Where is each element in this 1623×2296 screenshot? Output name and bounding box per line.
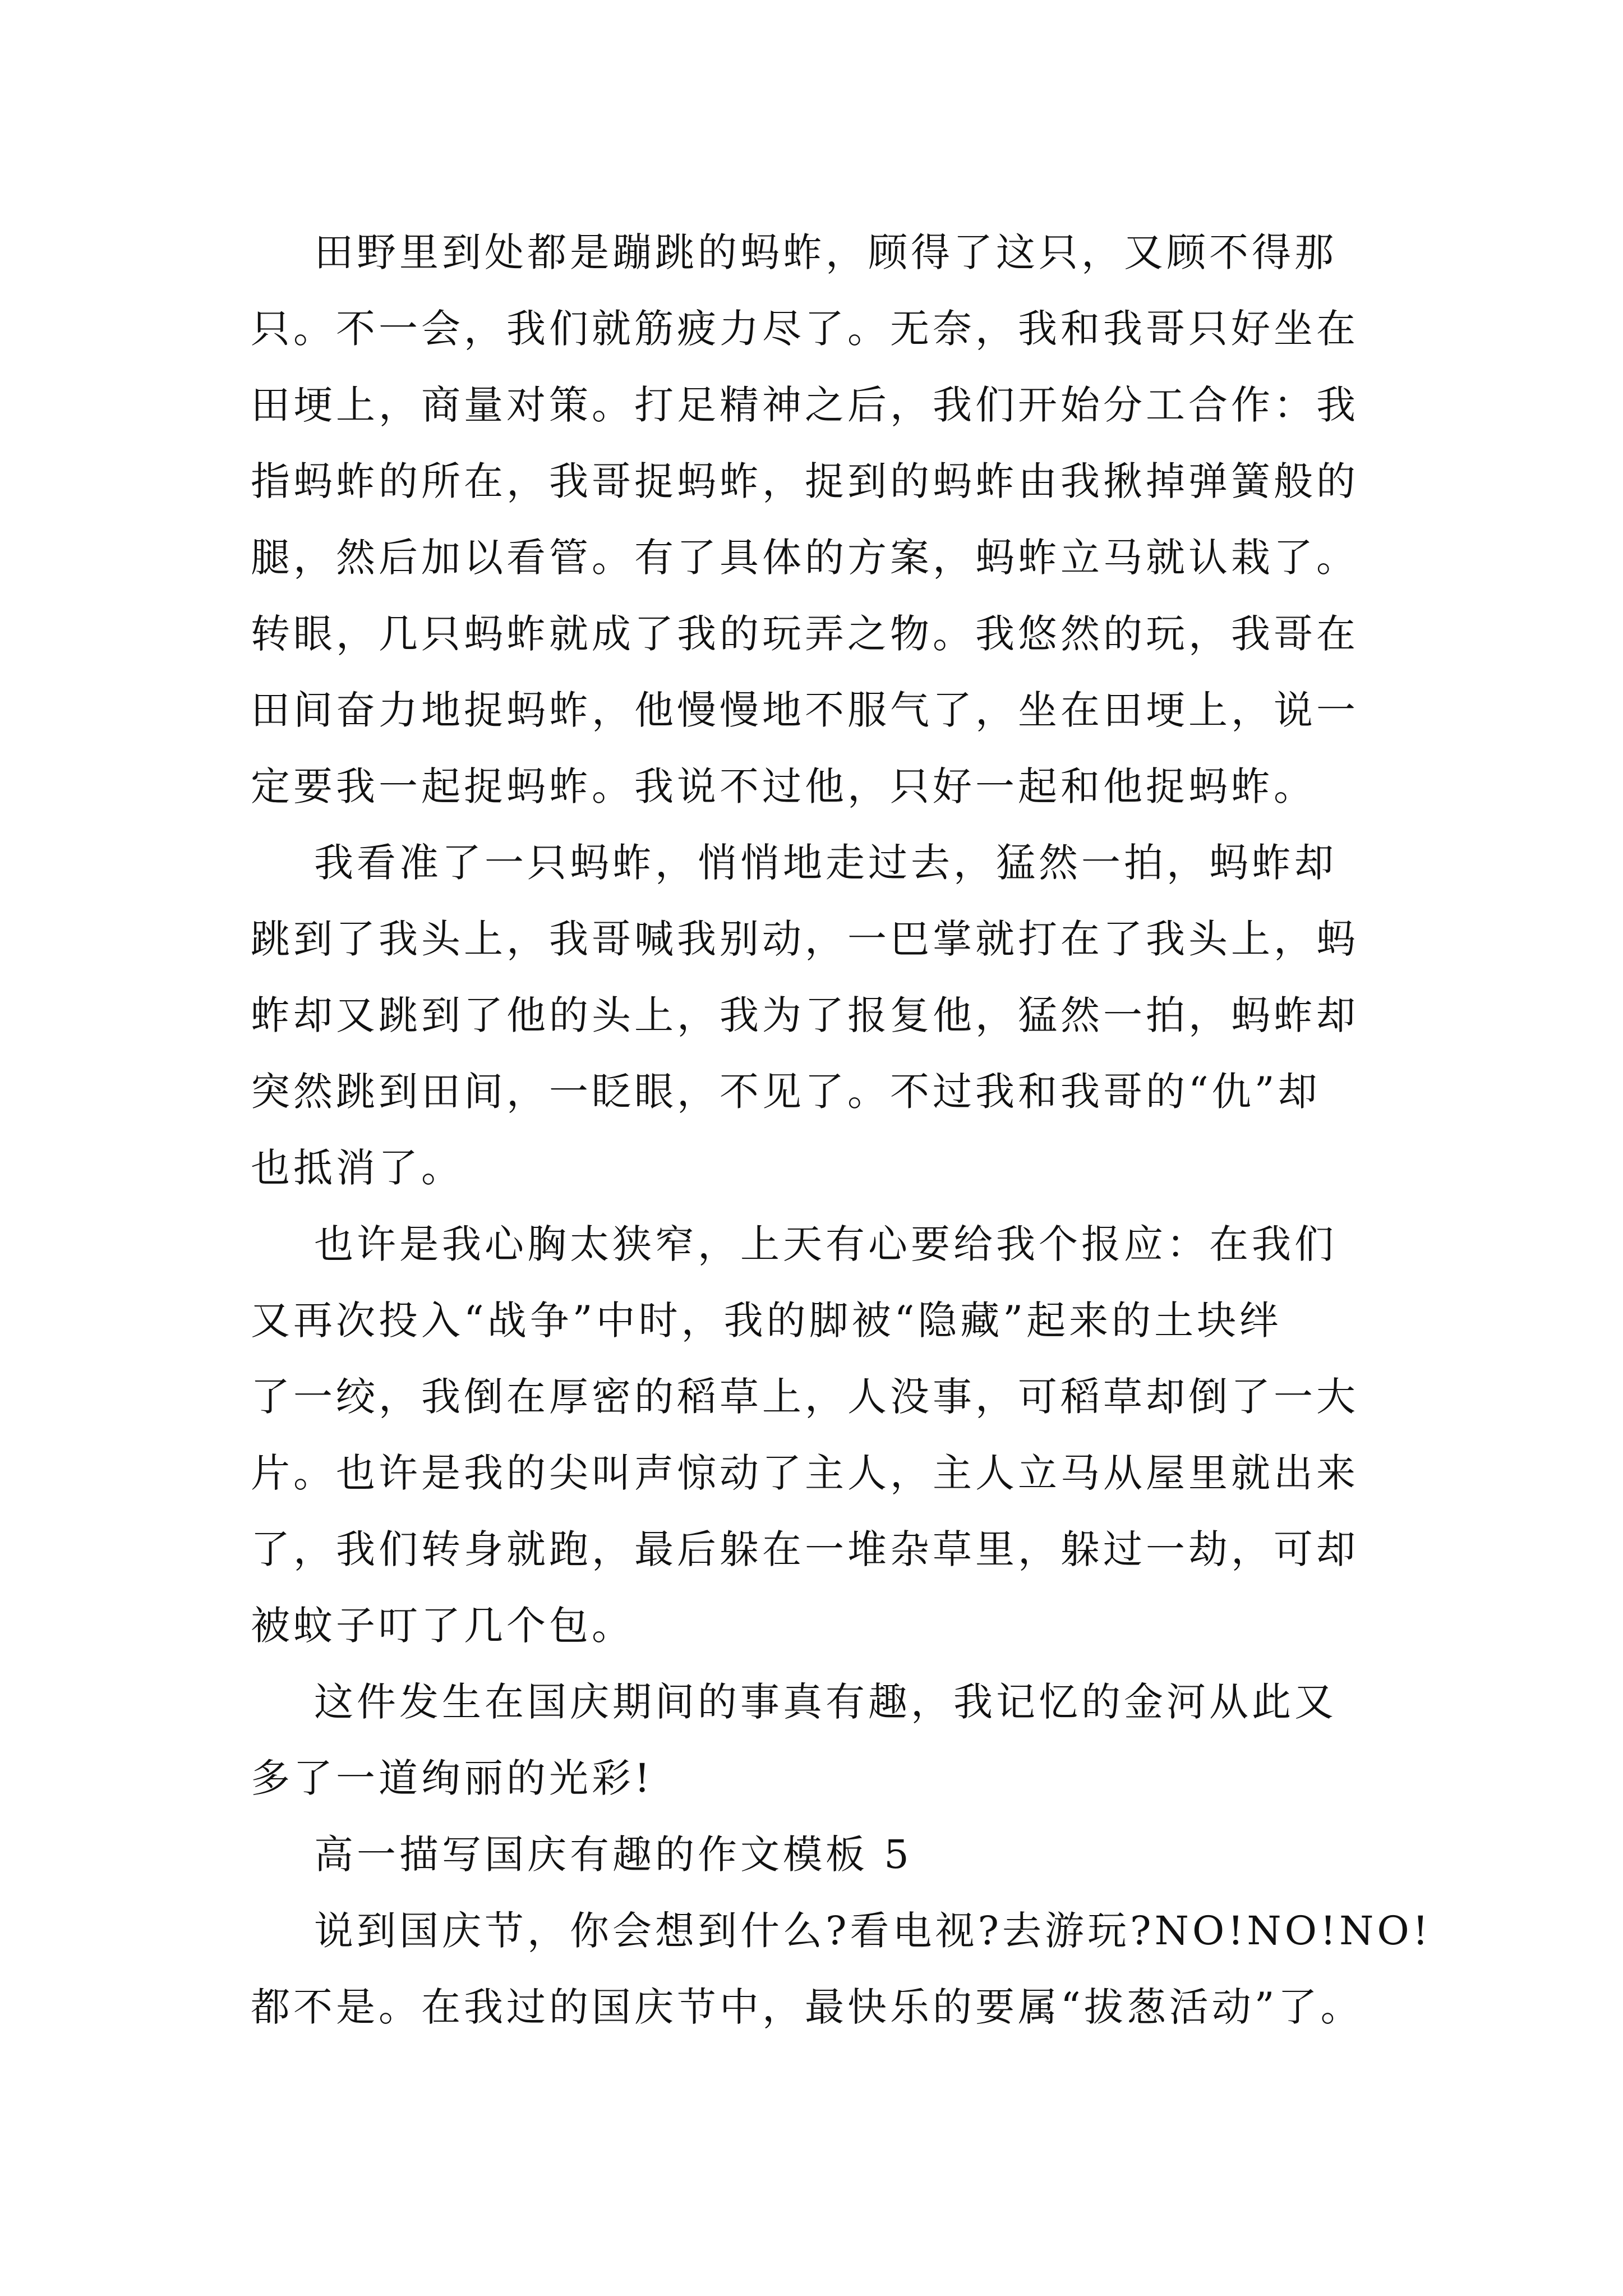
text-line: 被蚊子叮了几个包。 — [251, 1603, 634, 1649]
text-line: 蚱却又跳到了他的头上，我为了报复他，猛然一拍，蚂蚱却 — [251, 992, 1359, 1038]
text-line: 也许是我心胸太狭窄，上天有心要给我个报应：在我们 — [251, 1221, 1338, 1267]
text-line: 只。不一会，我们就筋疲力尽了。无奈，我和我哥只好坐在 — [251, 306, 1359, 352]
text-line: 腿，然后加以看管。有了具体的方案，蚂蚱立马就认栽了。 — [251, 535, 1359, 581]
text-line: 突然跳到田间，一眨眼，不见了。不过我和我哥的“仇”却 — [251, 1069, 1321, 1115]
text-line: 片。也许是我的尖叫声惊动了主人，主人立马从屋里就出来 — [251, 1450, 1359, 1496]
text-line: 田野里到处都是蹦跳的蚂蚱，顾得了这只，又顾不得那 — [251, 229, 1338, 275]
text-line: 转眼，几只蚂蚱就成了我的玩弄之物。我悠然的玩，我哥在 — [251, 611, 1359, 657]
text-line: 多了一道绚丽的光彩! — [251, 1755, 654, 1801]
text-line: 都不是。在我过的国庆节中，最快乐的要属“拔葱活动”了。 — [251, 1984, 1363, 2030]
document-body — [251, 214, 1432, 2045]
text-line: 跳到了我头上，我哥喊我别动，一巴掌就打在了我头上，蚂 — [251, 916, 1359, 962]
text-line: 田间奋力地捉蚂蚱，他慢慢地不服气了，坐在田埂上，说一 — [251, 687, 1359, 733]
text-line: 指蚂蚱的所在，我哥捉蚂蚱，捉到的蚂蚱由我揪掉弹簧般的 — [251, 458, 1359, 504]
text-line: 了一绞，我倒在厚密的稻草上，人没事，可稻草却倒了一大 — [251, 1374, 1359, 1420]
text-line: 我看准了一只蚂蚱，悄悄地走过去，猛然一拍，蚂蚱却 — [251, 840, 1338, 886]
text-line: 又再次投入“战争”中时，我的脚被“隐藏”起来的土块绊 — [251, 1297, 1283, 1343]
text-line: 田埂上，商量对策。打足精神之后，我们开始分工合作：我 — [251, 382, 1359, 428]
text-line: 这件发生在国庆期间的事真有趣，我记忆的金河从此又 — [251, 1679, 1338, 1725]
text-line: 说到国庆节，你会想到什么?看电视?去游玩?NO!NO!NO! — [251, 1908, 1432, 1954]
text-line: 了，我们转身就跑，最后躲在一堆杂草里，躲过一劫，可却 — [251, 1526, 1359, 1572]
section-heading: 高一描写国庆有趣的作文模板 5 — [251, 1832, 912, 1878]
text-line: 定要我一起捉蚂蚱。我说不过他，只好一起和他捉蚂蚱。 — [251, 763, 1316, 809]
text-line: 也抵消了。 — [251, 1145, 464, 1191]
